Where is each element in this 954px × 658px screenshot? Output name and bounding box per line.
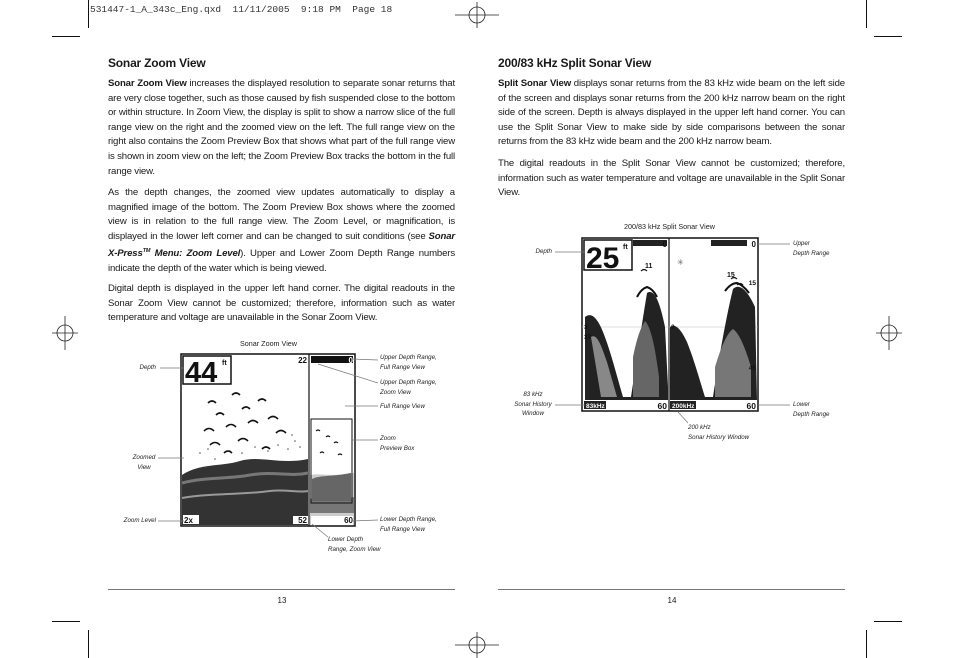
label-zoom-level: Zoom Level [123,517,156,524]
depth-mark-3-right: 3 [671,324,675,331]
depth-mark-15: 15 [748,280,756,287]
fish-depth-11: 11 [645,263,653,270]
split-depth-value: 25 [586,242,620,275]
fish-depth-15: 15 [727,272,735,279]
label-upper-zoom: Upper Depth Range, Zoom View [380,379,437,396]
label-zoom-preview-box: Zoom Preview Box [380,435,415,452]
figure-caption-split: 200/83 kHz Split Sonar View [624,222,715,231]
zoom-lower-range: 52 [298,516,307,525]
label-lower-full: Lower Depth Range, Full Range View [380,516,437,533]
freq-label-83: 83kHz [586,403,605,410]
freq-label-200: 200kHz [672,403,695,410]
depth-mark-45: 45 [748,365,756,372]
full-upper-range: 0 [348,356,353,365]
label-zoomed-view: Zoomed View [132,454,156,471]
svg-text:✳: ✳ [677,258,684,267]
paragraph-text: ). Upper and Lower Zoom Depth Range numbers indicate the depth of the water which is being viewed. [108,248,455,275]
label-depth-split: Depth [535,248,552,255]
zoom-upper-range: 22 [298,356,307,365]
split-depth-unit: ft [623,244,628,251]
label-200khz-window: 200 kHz Sonar History Window [688,424,750,441]
depth-mark-37: 37 [584,334,592,341]
label-upper-full: Upper Depth Range, Full Range View [380,354,437,371]
right-section-title: 200/83 kHz Split Sonar View [498,56,652,70]
menu-reference: Sonar X-Press [108,230,455,260]
label-full-range-view: Full Range View [380,403,425,410]
paragraph-text: As the depth changes, the zoomed view updates automatically to display a magnified image of the bottom. The Zoom Preview Box shows where the zoomed view is in relation to the full range view. The Zoom Level, or magnification, is displayed in the lower left corner and can be changed to suit conditions (see [108,187,455,242]
file-slug: 531447-1_A_343c_Eng.qxd 11/11/2005 9:18 PM Page 18 [90,4,393,15]
term-split-sonar-view: Split Sonar View [498,78,572,89]
footer-rule-right [498,589,845,590]
zoom-level: 2x [184,516,193,525]
menu-reference: Menu: Zoom Level [150,248,241,260]
split-left-upper-range: 0 [662,240,667,249]
split-right-lower-range: 60 [746,401,756,411]
label-lower-zoom: Lower Depth Range, Zoom View [328,536,381,553]
split-right-upper-range: 0 [751,240,756,249]
split-left-lower-range: 60 [657,401,667,411]
left-paragraph-3: Digital depth is displayed in the upper left hand corner. The digital readouts in the Sonar Zoom View cannot be customized; therefore, information such as water temperature and voltage are unavailable in the Sonar Zoom View. [108,283,455,324]
label-lower-depth-range: Lower Depth Range [793,401,830,418]
page-number-left: 13 [277,596,287,605]
left-section-title: Sonar Zoom View [108,56,206,70]
right-paragraph-2: The digital readouts in the Split Sonar View cannot be customized; therefore, information such as water temperature and voltage are unavailable in the Split Sonar View. [498,158,845,199]
label-depth-zoom: Depth [139,364,156,371]
paragraph-text: increases the displayed resolution to separate sonar returns that are very close together, such as those caused by fish suspended close to the bottom or within structure. In Zoom View, the display is split to show a narrow slice of the full range view on the right and the zoomed view on the left. The full range view on the right also contains the Zoom Preview Box that shows what part of the full range view is shown in zoom view on the left; the Zoom Preview Box tracks the bottom in the full range view. [108,78,455,177]
trademark: TM [142,248,151,255]
paragraph-text: displays sonar returns from the 83 kHz wide beam on the left side of the screen and displays sonar returns from the 200 kHz narrow beam on the right side of the screen. Depth is always displayed in the upper left hand corner. You can use the Split Sonar View to make side by side comparisons between the sonar returns from the 83 kHz wide beam and the 200 kHz narrow beam. [498,78,845,148]
label-upper-depth-range: Upper Depth Range [793,240,830,257]
zoom-depth-value: 44 [185,357,218,389]
label-83khz-window: 83 kHz Sonar History Window [514,391,552,418]
term-sonar-zoom-view: Sonar Zoom View [108,78,187,89]
zoom-depth-unit: ft [222,360,227,367]
depth-mark-3-left: 3 [584,324,588,331]
figure-caption-zoom: Sonar Zoom View [240,339,297,348]
full-lower-range: 60 [344,516,353,525]
page-number-right: 14 [667,596,677,605]
